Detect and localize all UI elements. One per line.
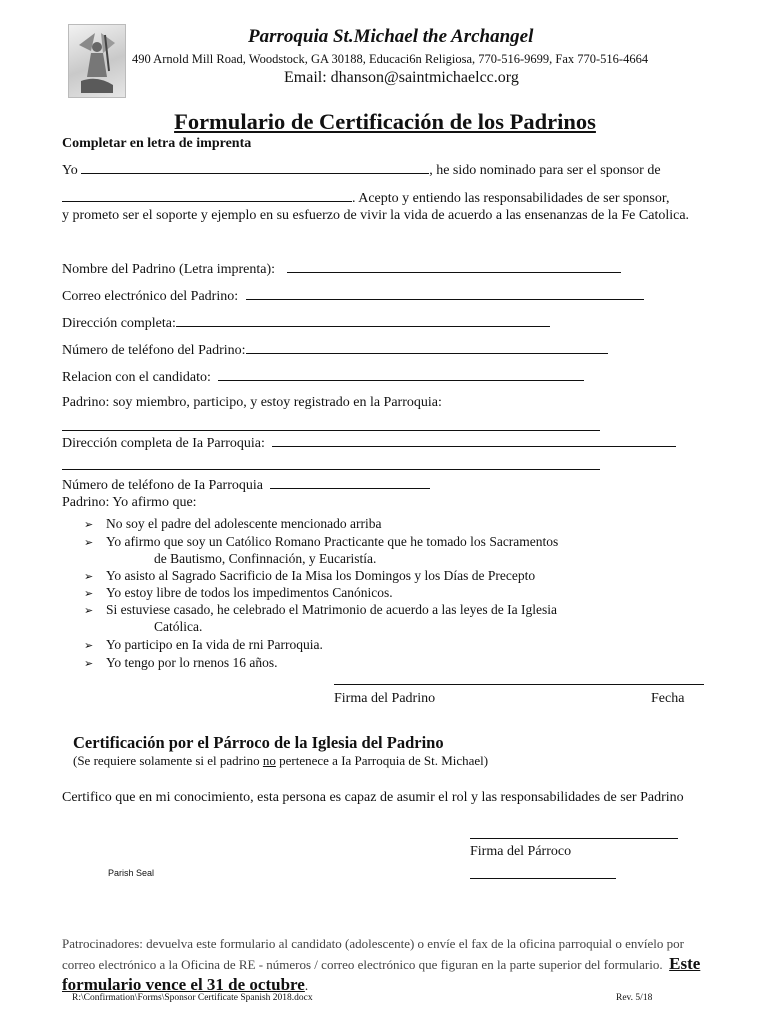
form-title: Formulario de Certificación de los Padrinos: [174, 109, 596, 134]
name-field[interactable]: [287, 260, 621, 273]
file-path: R:\Confirmation\Forms\Sponsor Certificate Spanish 2018.docx: [72, 993, 313, 1003]
pastor-certify-text: Certifico que en mi conocimiento, esta persona es capaz de asumir el rol y las responsabilidades de ser Padrino: [62, 790, 684, 805]
return-instructions: Patrocinadores: devuelva este formulario al candidato (adolescente) o envíe el fax de la oficina parroquial o envíelo por correo electrónico a la Oficina de RE - números / correo electrónico que figuran en la parte superior del formulario. Este formulario vence el 31 de octubre.: [62, 936, 701, 994]
church-name: Parroquia St.Michael the Archangel: [248, 26, 534, 47]
church-address: 490 Arnold Mill Road, Woodstock, GA 30188, Educaci6n Religiosa, 770-516-9699, Fax 770-516-4664: [132, 52, 649, 66]
arrow-bullet-icon: ➢: [84, 657, 94, 670]
parish-phone-field[interactable]: [270, 476, 430, 489]
affirm-item: ➢ Yo participo en Ia vida de rni Parroquia.: [84, 637, 323, 652]
church-email: Email: dhanson@saintmichaelcc.org: [284, 69, 519, 86]
parish-address-label: Dirección completa de Ia Parroquia:: [62, 436, 265, 451]
arrow-bullet-icon: ➢: [84, 604, 94, 617]
archangel-icon: [69, 25, 125, 97]
phone-field-row: [62, 341, 608, 359]
pastor-date-line[interactable]: [470, 878, 616, 879]
arrow-bullet-icon: ➢: [84, 536, 94, 549]
candidate-row: [62, 189, 669, 207]
revision-label: Rev. 5/18: [616, 993, 653, 1003]
arrow-bullet-icon: ➢: [84, 639, 94, 652]
sponsor-date-label: Fecha: [651, 691, 685, 706]
arrow-bullet-icon: ➢: [84, 570, 94, 583]
parish-seal-label: Parish Seal: [108, 868, 155, 878]
parish-address-field[interactable]: [272, 434, 676, 447]
pastor-section-heading: Certificación por el Párroco de la Iglesia del Padrino: [73, 733, 444, 752]
member-parish-field[interactable]: [62, 430, 600, 431]
phone-field[interactable]: [246, 341, 608, 354]
affirm-item-continuation: de Bautismo, Confinnación, y Eucaristía.: [154, 551, 377, 566]
sponsor-signature-line[interactable]: [334, 684, 704, 685]
parish-phone-label: Número de teléfono de Ia Parroquia: [62, 478, 263, 493]
parish-phone-row: [62, 476, 430, 494]
affirm-item: ➢ Yo estoy libre de todos los impedimentos Canónicos.: [84, 585, 393, 600]
member-field-label: Padrino: soy miembro, participo, y estoy registrado en la Parroquia:: [62, 395, 442, 410]
candidate-name-blank[interactable]: [62, 189, 352, 202]
affirm-item: ➢ No soy el padre del adolescente mencionado arriba: [84, 516, 382, 531]
affirm-item: ➢ Yo afirmo que soy un Católico Romano Practicante que he tomado los Sacramentos: [84, 534, 559, 549]
name-field-label: Nombre del Padrino (Letra imprenta):: [62, 262, 276, 277]
pastor-section-note: (Se requiere solamente si el padrino no pertenece a Ia Parroquia de St. Michael): [73, 753, 489, 768]
affirm-item: ➢ Yo tengo por lo rnenos 16 años.: [84, 655, 278, 670]
yo-row: [62, 161, 661, 179]
affirm-item-continuation: Católica.: [154, 619, 203, 634]
relation-field[interactable]: [218, 368, 584, 381]
sponsor-name-blank[interactable]: [81, 161, 429, 174]
relation-field-row: [62, 368, 584, 386]
arrow-bullet-icon: ➢: [84, 518, 94, 531]
affirm-item: ➢ Si estuviese casado, he celebrado el Matrimonio de acuerdo a las leyes de Ia Iglesia: [84, 602, 557, 617]
name-field-row: [62, 260, 621, 278]
accept-text: . Acepto y entiendo las responsabilidades de ser sponsor,: [352, 191, 670, 206]
parish-logo: [68, 24, 126, 98]
print-instruction: Completar en letra de imprenta: [62, 136, 252, 151]
pastor-signature-label: Firma del Párroco: [470, 844, 572, 859]
address-field-label: Dirección completa:: [62, 316, 176, 331]
email-field-label: Correo electrónico del Padrino:: [62, 289, 239, 304]
affirm-label: Padrino: Yo afirmo que:: [62, 495, 197, 510]
email-field[interactable]: [246, 287, 644, 300]
deadline-notice: Este formulario vence el 31 de octubre: [62, 954, 701, 994]
address-field-row: [62, 314, 550, 332]
phone-field-label: Número de teléfono del Padrino:: [62, 343, 246, 358]
arrow-bullet-icon: ➢: [84, 587, 94, 600]
nominated-text: , he sido nominado para ser el sponsor de: [429, 163, 661, 178]
sponsor-signature-label: Firma del Padrino: [334, 691, 436, 706]
relation-field-label: Relacion con el candidato:: [62, 370, 211, 385]
address-field[interactable]: [176, 314, 550, 327]
pastor-signature-line[interactable]: [470, 838, 678, 839]
yo-label: Yo: [62, 163, 78, 178]
email-field-row: [62, 287, 644, 305]
promise-text: y prometo ser el soporte y ejemplo en su esfuerzo de vivir la vida de acuerdo a las ensenanzas de la Fe Catolica.: [62, 208, 690, 223]
parish-address-field-2[interactable]: [62, 469, 600, 470]
parish-address-row: [62, 434, 676, 452]
return-instructions-text: Patrocinadores: devuelva este formulario al candidato (adolescente) o envíe el fax de la oficina parroquial o envíelo por correo electrónico a la Oficina de RE - números / correo electrónico que figuran en la parte superior del formulario.: [62, 936, 684, 972]
affirm-item: ➢ Yo asisto al Sagrado Sacrificio de Ia Misa los Domingos y los Días de Precepto: [84, 568, 536, 583]
